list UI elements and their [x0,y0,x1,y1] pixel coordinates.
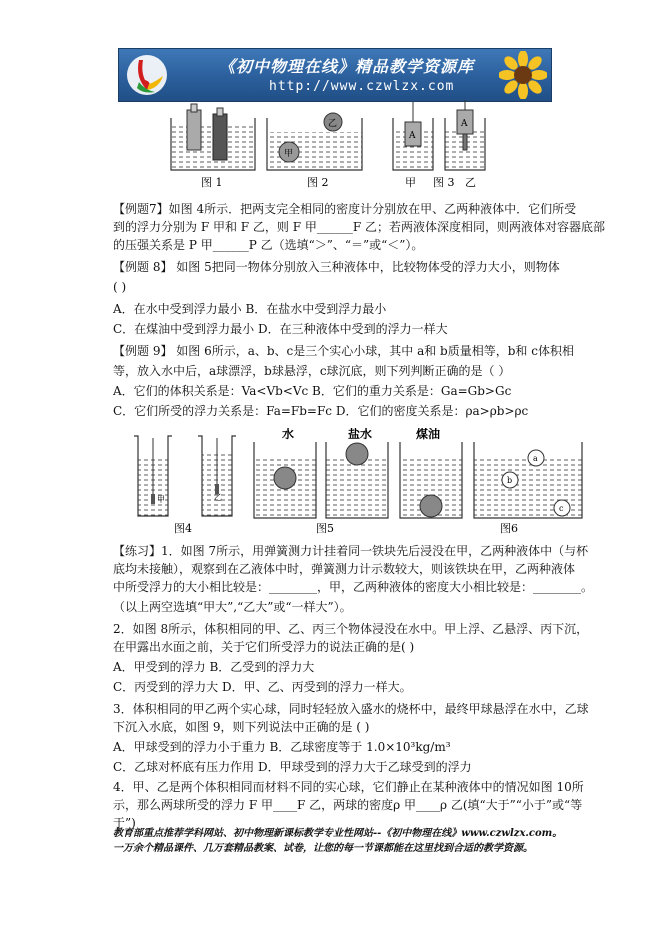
text-line: （以上两空选填“甲大”,“乙大”或“一样大”）。 [113,600,352,614]
label-a-yi: A [461,119,468,129]
figure-3 [393,100,485,189]
text-line: C．在煤油中受到浮力最小 D．在三种液体中受到的浮力一样大 [113,322,448,336]
fig5-caption: 图5 [316,522,334,535]
text-line: A．甲球受到的浮力小于重力 B．乙球密度等于 1.0×10³kg/m³ [113,740,451,754]
text-line: 等，放入水中后，a球漂浮，b球悬浮，c球沉底，则下列判断正确的是（ ） [113,364,511,378]
text-line: 下沉入水底，如图 9，则下列说法中正确的是 ( ) [113,720,370,734]
text-line: A．甲受到的浮力 B．乙受到的浮力大 [113,660,315,674]
figure-1 [171,104,255,189]
logo-icon [125,52,169,98]
text-line: C．乙球对杯底有压力作用 D．甲球受到的浮力大于乙球受到的浮力 [113,760,472,774]
banner-url: http://www.czwlzx.com [269,79,455,94]
text-line: A．它们的体积关系是：Va<Vb<Vc B．它们的重力关系是：Ga=Gb>Gc [113,384,512,398]
text-line: 在甲露出水面之前，关于它们所受浮力的说法正确的是( ) [113,640,415,654]
banner-title: 《初中物理在线》精品教学资源库 [219,57,475,76]
text-line: 【例题7】如图 4所示．把两支完全相同的密度计分别放在甲、乙两种液体中．它们所受 [113,202,577,216]
fig1-caption: 图 1 [201,176,223,189]
fig3-jia: 甲 [405,176,416,189]
fig2-caption: 图 2 [307,176,329,189]
figures-1-3 [165,100,495,192]
label-a-jia: A [409,131,416,141]
figures-4-6 [130,428,585,538]
fig4-yi: 乙 [214,493,222,502]
figure-2 [267,113,362,189]
footer-note: 教育部重点推荐学科网站、初中物理新课标教学专业性网站--《初中物理在线》www.czwlzx.com。一万余个精品课件、几万套精品教案、试卷，让您的每一节课都能在这里找到合适的教学资源。 [113,828,563,854]
fig3-yi: 乙 [465,176,476,189]
ball-b-label: b [507,476,513,485]
text-line: 示，那么两球所受的浮力 F 甲____F 乙，两球的密度ρ 甲____ρ 乙(填“大于”“小于”或“等 [113,798,583,812]
sunflower-icon [499,51,547,99]
text-line: 4．甲、乙是两个体积相同而材料不同的实心球，它们静止在某种液体中的情况如图 10所 [113,780,584,794]
ball-yi-label: 乙 [328,119,338,129]
figure-6 [474,442,582,535]
text-line: 底均未接触），观察到在乙液体中时，弹簧测力计示数较大，则该铁块在甲，乙两种液体 [113,562,576,576]
text-line: 于”) [113,816,136,830]
text-line: 2．如图 8所示，体积相同的甲、乙、丙三个物体浸没在水中。甲上浮、乙悬浮、丙下沉， [113,622,589,636]
figure-5 [254,428,462,535]
ball-c-label: c [559,504,564,513]
text-line: 【练习】1．如图 7所示，用弹簧测力计挂着同一铁块先后浸没在甲，乙两种液体中（与杯 [113,544,589,558]
text-line: 的压强关系是 P 甲______P 乙（选填“＞”、“＝”或“＜”）。 [113,238,424,252]
fig5-salt-water: 盐水 [348,428,373,441]
text-line: C．丙受到的浮力大 D．甲、乙、丙受到的浮力一样大。 [113,680,412,694]
ball-a-label: a [533,454,538,463]
text-line: 中所受浮力的大小相比较是：________，甲，乙两种液体的密度大小相比较是：________。 [113,580,594,594]
text-line: C．它们所受的浮力关系是：Fa=Fb=Fc D．它们的密度关系是：ρa>ρb>ρc [113,404,529,418]
text-line: ( ) [113,280,127,294]
text-line: 【例题 8】 如图 5把同一物体分别放入三种液体中，比较物体受的浮力大小，则物体 [113,260,560,274]
text-line: A．在水中受到浮力最小 B．在盐水中受到浮力最小 [113,302,387,316]
text-line: 3．体积相同的甲乙两个实心球，同时轻轻放入盛水的烧杯中，最终甲球悬浮在水中，乙球 [113,702,589,716]
figure-4 [134,436,236,535]
fig5-water: 水 [282,428,295,441]
fig4-jia: 甲 [157,495,165,504]
text-line: 到的浮力分别为 F 甲和 F 乙，则 F 甲______F 乙；若两液体深度相同，则两液体对容器底部 [113,220,606,234]
fig4-caption: 图4 [174,522,192,535]
fig5-kerosene: 煤油 [416,428,441,441]
fig3-caption: 图 3 [433,176,455,189]
fig6-caption: 图6 [500,522,518,535]
text-line: 【例题 9】 如图 6所示，a、b、c是三个实心小球，其中 a和 b质量相等，b和 c体积相 [113,344,574,358]
ball-jia-label: 甲 [284,149,294,159]
header-banner [118,48,552,102]
